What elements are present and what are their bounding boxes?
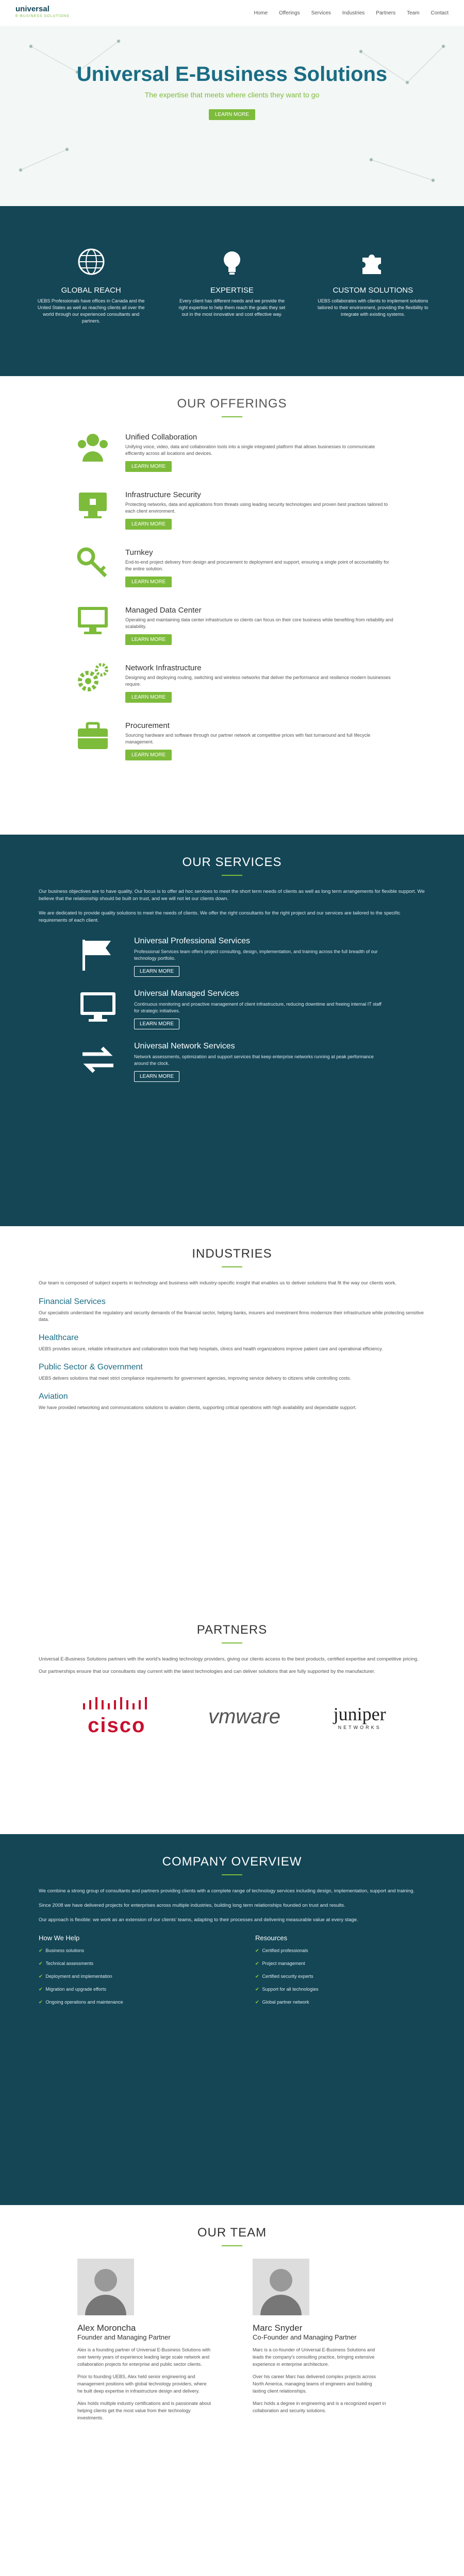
flag-icon xyxy=(77,937,119,973)
offering-title: Unified Collaboration xyxy=(125,433,197,442)
services-section xyxy=(0,835,464,1226)
service-text: Continuous monitoring and proactive management of client infrastructure, reducing downtime and freeing internal IT staff for strategic initiatives. xyxy=(134,1002,382,1013)
service-text: Professional Services team offers project consulting, design, implementation, and training across the full breadth of our technology portfolio. xyxy=(134,949,378,961)
feature-text: UEBS Professionals have offices in Canada and the United States as well as reaching clients all over the world through our experienced consultants and partners. xyxy=(37,298,145,324)
service-title: Universal Professional Services xyxy=(134,937,250,945)
learn-more-button[interactable]: LEARN MORE xyxy=(125,692,172,703)
main-nav xyxy=(254,10,449,16)
service-title: Universal Managed Services xyxy=(134,989,239,998)
service-text: Network assessments, optimization and support services that keep enterprise networks running at peak performance around the clock. xyxy=(134,1054,374,1066)
security-icon xyxy=(75,487,111,523)
title-divider xyxy=(222,2245,242,2246)
team-member xyxy=(253,2259,387,2427)
industry-title: Financial Services xyxy=(39,1297,106,1306)
industry-text: UEBS provides secure, reliable infrastructure and collaboration tools that help hospitals, clinics and health organizations improve patient care and operational efficiency. xyxy=(39,1346,383,1351)
check-icon: ✔ xyxy=(39,1961,43,1966)
briefcase-icon xyxy=(75,718,111,754)
lightbulb-icon xyxy=(218,247,246,276)
partner-logos xyxy=(52,1696,412,1737)
member-bio: Alex is a founding partner of Universal E-Business Solutions with over twenty years of experience leading large scale network and collaboration projects for enterprise and public sector clients. xyxy=(77,2347,211,2367)
features-section xyxy=(0,206,464,376)
overview-section xyxy=(0,1834,464,2205)
offering-item xyxy=(75,718,394,760)
team-title: OUR TEAM xyxy=(197,2226,267,2240)
offering-title: Infrastructure Security xyxy=(125,490,201,499)
member-role: Co-Founder and Managing Partner xyxy=(253,2333,357,2341)
learn-more-button[interactable]: LEARN MORE xyxy=(134,1019,179,1029)
offering-item xyxy=(75,545,394,587)
list-item: ✔ Certified professionals xyxy=(255,1948,308,1953)
list-item: ✔ Technical assessments xyxy=(39,1961,94,1966)
industry-item xyxy=(39,1392,425,1411)
cisco-logo xyxy=(78,1696,155,1737)
offerings-title: OUR OFFERINGS xyxy=(177,397,287,411)
cisco-wordmark: cisco xyxy=(88,1714,146,1737)
industry-item xyxy=(39,1333,425,1352)
feature-global-reach xyxy=(35,247,148,325)
check-icon: ✔ xyxy=(255,1999,259,2005)
team-member xyxy=(77,2259,211,2427)
industry-title: Healthcare xyxy=(39,1333,79,1342)
key-icon xyxy=(75,545,111,581)
member-bio: Alex holds multiple industry certifications and is passionate about helping clients get the most value from their technology investments. xyxy=(77,2401,211,2420)
offering-text: Designing and deploying routing, switching and wireless networks that deliver the performance and resilience modern businesses require. xyxy=(125,675,391,687)
exchange-icon xyxy=(77,1042,119,1078)
logo-main: universal xyxy=(15,5,49,13)
offering-text: Unifying voice, video, data and collaboration tools into a single integrated platform that allows businesses to communicate efficiently across all locations and devices. xyxy=(125,444,375,456)
check-icon: ✔ xyxy=(255,1987,259,1992)
industry-title: Aviation xyxy=(39,1392,68,1401)
check-icon: ✔ xyxy=(255,1961,259,1966)
globe-icon xyxy=(77,247,106,276)
feature-title: CUSTOM SOLUTIONS xyxy=(333,286,413,295)
partners-section xyxy=(0,1618,464,1834)
offering-title: Managed Data Center xyxy=(125,606,202,615)
check-icon: ✔ xyxy=(39,1999,43,2005)
monitor-icon xyxy=(75,603,111,639)
vmware-logo: vmware xyxy=(208,1705,281,1728)
title-divider xyxy=(222,416,242,417)
member-bio: Marc is a co-founder of Universal E-Business Solutions and leads the company's consulting practice, bringing extensive experience in enterprise architecture. xyxy=(253,2347,375,2367)
feature-custom-solutions xyxy=(316,247,429,325)
nav-offerings[interactable]: Offerings xyxy=(279,10,300,16)
list-item: ✔ Project management xyxy=(255,1961,305,1966)
learn-more-button[interactable]: LEARN MORE xyxy=(125,750,172,760)
learn-more-button[interactable]: LEARN MORE xyxy=(125,519,172,530)
juniper-subtitle: NETWORKS xyxy=(338,1725,382,1730)
industry-text: Our specialists understand the regulatory and security demands of the financial sector, helping banks, insurers and investment firms modernize their infrastructure while protecting sensitive data. xyxy=(39,1310,424,1322)
hero-title: Universal E-Business Solutions xyxy=(76,63,388,86)
feature-title: GLOBAL REACH xyxy=(61,286,121,295)
nav-industries[interactable]: Industries xyxy=(342,10,365,16)
offering-item xyxy=(75,660,394,703)
service-item xyxy=(77,937,387,977)
nav-team[interactable]: Team xyxy=(407,10,420,16)
partners-lead: Universal E-Business Solutions partners with the world's leading technology providers, giving our clients access to the best products, certified expertise and competitive pricing. xyxy=(39,1656,419,1662)
gears-icon xyxy=(75,660,111,697)
offering-text: End-to-end project delivery from design and procurement to deployment and support, ensuring a single point of accountability for the entire solution. xyxy=(125,560,389,571)
industry-text: UEBS delivers solutions that meet strict compliance requirements for government agencies, improving service delivery to citizens while controlling costs. xyxy=(39,1376,351,1381)
service-title: Universal Network Services xyxy=(134,1042,235,1050)
list-item: ✔ Migration and upgrade efforts xyxy=(39,1987,106,1992)
partners-lead: Our partnerships ensure that our consultants stay current with the latest technologies and can deliver solutions that are fully supported by the manufacturer. xyxy=(39,1669,375,1674)
display-icon xyxy=(77,989,119,1025)
check-icon: ✔ xyxy=(39,1948,43,1953)
learn-more-button[interactable]: LEARN MORE xyxy=(134,966,179,977)
learn-more-button[interactable]: LEARN MORE xyxy=(134,1071,179,1082)
service-item xyxy=(77,989,387,1029)
offering-item xyxy=(75,487,394,530)
title-divider xyxy=(222,1266,242,1267)
offering-text: Protecting networks, data and applications from threats using leading security technologies and proven best practices tailored to each client environment. xyxy=(125,502,388,514)
industries-title: INDUSTRIES xyxy=(192,1247,272,1261)
check-icon: ✔ xyxy=(39,1974,43,1979)
member-role: Founder and Managing Partner xyxy=(77,2333,171,2341)
industries-lead: Our team is composed of subject experts in technology and business with industry-specific insight that enables us to deliver solutions that fit the way our clients work. xyxy=(39,1280,396,1286)
learn-more-button[interactable]: LEARN MORE xyxy=(125,461,172,472)
overview-title: COMPANY OVERVIEW xyxy=(162,1855,302,1869)
nav-services[interactable]: Services xyxy=(311,10,331,16)
services-lead: Our business objectives are to have quality. Our focus is to offer ad hoc services to meet the short term needs of clients as well as long term arrangements for flexible support. We believe that the relationship should be built on trust, and we will not let our clients down. xyxy=(39,889,425,902)
offerings-section xyxy=(0,376,464,835)
list-item: ✔ Global partner network xyxy=(255,1999,309,2005)
member-name: Marc Snyder xyxy=(253,2323,303,2333)
offering-title: Network Infrastructure xyxy=(125,664,202,672)
services-title: OUR SERVICES xyxy=(182,855,282,869)
how-we-help-title: How We Help xyxy=(39,1934,80,1942)
how-we-help-list xyxy=(39,1934,209,2012)
title-divider xyxy=(222,875,242,876)
service-item xyxy=(77,1042,387,1082)
puzzle-icon xyxy=(358,247,387,276)
overview-lead: We combine a strong group of consultants and partners providing clients with a complete range of technology services including design, implementation, support and training. xyxy=(39,1888,415,1894)
industry-text: We have provided networking and communications solutions to aviation clients, supporting critical operations with high availability and dependable support. xyxy=(39,1405,357,1410)
resources-title: Resources xyxy=(255,1934,288,1942)
juniper-wordmark: juniper xyxy=(333,1704,386,1724)
list-item: ✔ Support for all technologies xyxy=(255,1987,319,1992)
site-header xyxy=(0,0,464,26)
learn-more-button[interactable]: LEARN MORE xyxy=(125,634,172,645)
logo[interactable] xyxy=(15,6,70,20)
check-icon: ✔ xyxy=(255,1948,259,1953)
title-divider xyxy=(222,1642,242,1643)
offering-title: Turnkey xyxy=(125,548,153,557)
check-icon: ✔ xyxy=(255,1974,259,1979)
feature-text: UEBS collaborates with clients to implement solutions tailored to their environment, providing the flexibility to integrate with existing systems. xyxy=(318,298,428,317)
industries-section xyxy=(0,1226,464,1618)
services-lead: We are dedicated to provide quality solutions to meet the needs of clients. We offer the right consultants for the right project and our services are tailored to the specific requirements of each client. xyxy=(39,910,401,923)
hero xyxy=(0,26,464,206)
learn-more-button[interactable]: LEARN MORE xyxy=(125,577,172,587)
juniper-logo xyxy=(334,1703,386,1730)
hero-subtitle: The expertise that meets where clients they want to go xyxy=(144,91,320,99)
feature-title: EXPERTISE xyxy=(210,286,254,295)
feature-text: Every client has different needs and we provide the right expertise to help them reach the goals they set out in the most innovative and cost effective way. xyxy=(178,298,286,317)
offering-title: Procurement xyxy=(125,721,170,730)
overview-lead: Our approach is flexible: we work as an extension of our clients' teams, adapting to their processes and delivering measurable value at every stage. xyxy=(39,1917,358,1923)
feature-expertise xyxy=(175,247,289,325)
team-section xyxy=(0,2205,464,2576)
hero-learn-more-button[interactable]: LEARN MORE xyxy=(209,109,255,120)
member-bio: Marc holds a degree in engineering and is a recognized expert in collaboration and security solutions. xyxy=(253,2401,386,2413)
industry-item xyxy=(39,1297,425,1323)
check-icon: ✔ xyxy=(39,1987,43,1992)
partners-title: PARTNERS xyxy=(196,1623,268,1637)
list-item: ✔ Certified security experts xyxy=(255,1974,313,1979)
nav-home[interactable]: Home xyxy=(254,10,268,16)
industry-title: Public Sector & Government xyxy=(39,1363,143,1371)
avatar xyxy=(77,2259,134,2315)
overview-lead: Since 2008 we have delivered projects for enterprises across multiple industries, building long term relationships founded on trust and results. xyxy=(39,1903,345,1908)
avatar xyxy=(253,2259,309,2315)
offering-text: Sourcing hardware and software through our partner network at competitive prices with fast turnaround and full lifecycle management. xyxy=(125,733,371,744)
list-item: ✔ Business solutions xyxy=(39,1948,85,1953)
people-icon xyxy=(75,430,111,466)
nav-partners[interactable]: Partners xyxy=(376,10,396,16)
offering-item xyxy=(75,430,394,472)
list-item: ✔ Deployment and implementation xyxy=(39,1974,112,1979)
logo-sub: E-BUSINESS SOLUTIONS xyxy=(15,14,70,18)
cisco-bars-icon xyxy=(78,1696,155,1711)
title-divider xyxy=(222,1874,242,1875)
member-name: Alex Moroncha xyxy=(77,2323,136,2333)
offering-item xyxy=(75,603,394,645)
resources-list xyxy=(255,1934,425,2012)
member-bio: Prior to founding UEBS, Alex held senior engineering and management positions with global technology providers, where he built deep expertise in infrastructure design and delivery. xyxy=(77,2374,207,2394)
offering-text: Operating and maintaining data center infrastructure so clients can focus on their core business while benefiting from reliability and scalability. xyxy=(125,617,393,629)
nav-contact[interactable]: Contact xyxy=(430,10,449,16)
industry-item xyxy=(39,1363,425,1382)
list-item: ✔ Ongoing operations and maintenance xyxy=(39,1999,123,2005)
member-bio: Over his career Marc has delivered complex projects across North America, managing teams of engineers and building lasting client relationships. xyxy=(253,2374,376,2394)
